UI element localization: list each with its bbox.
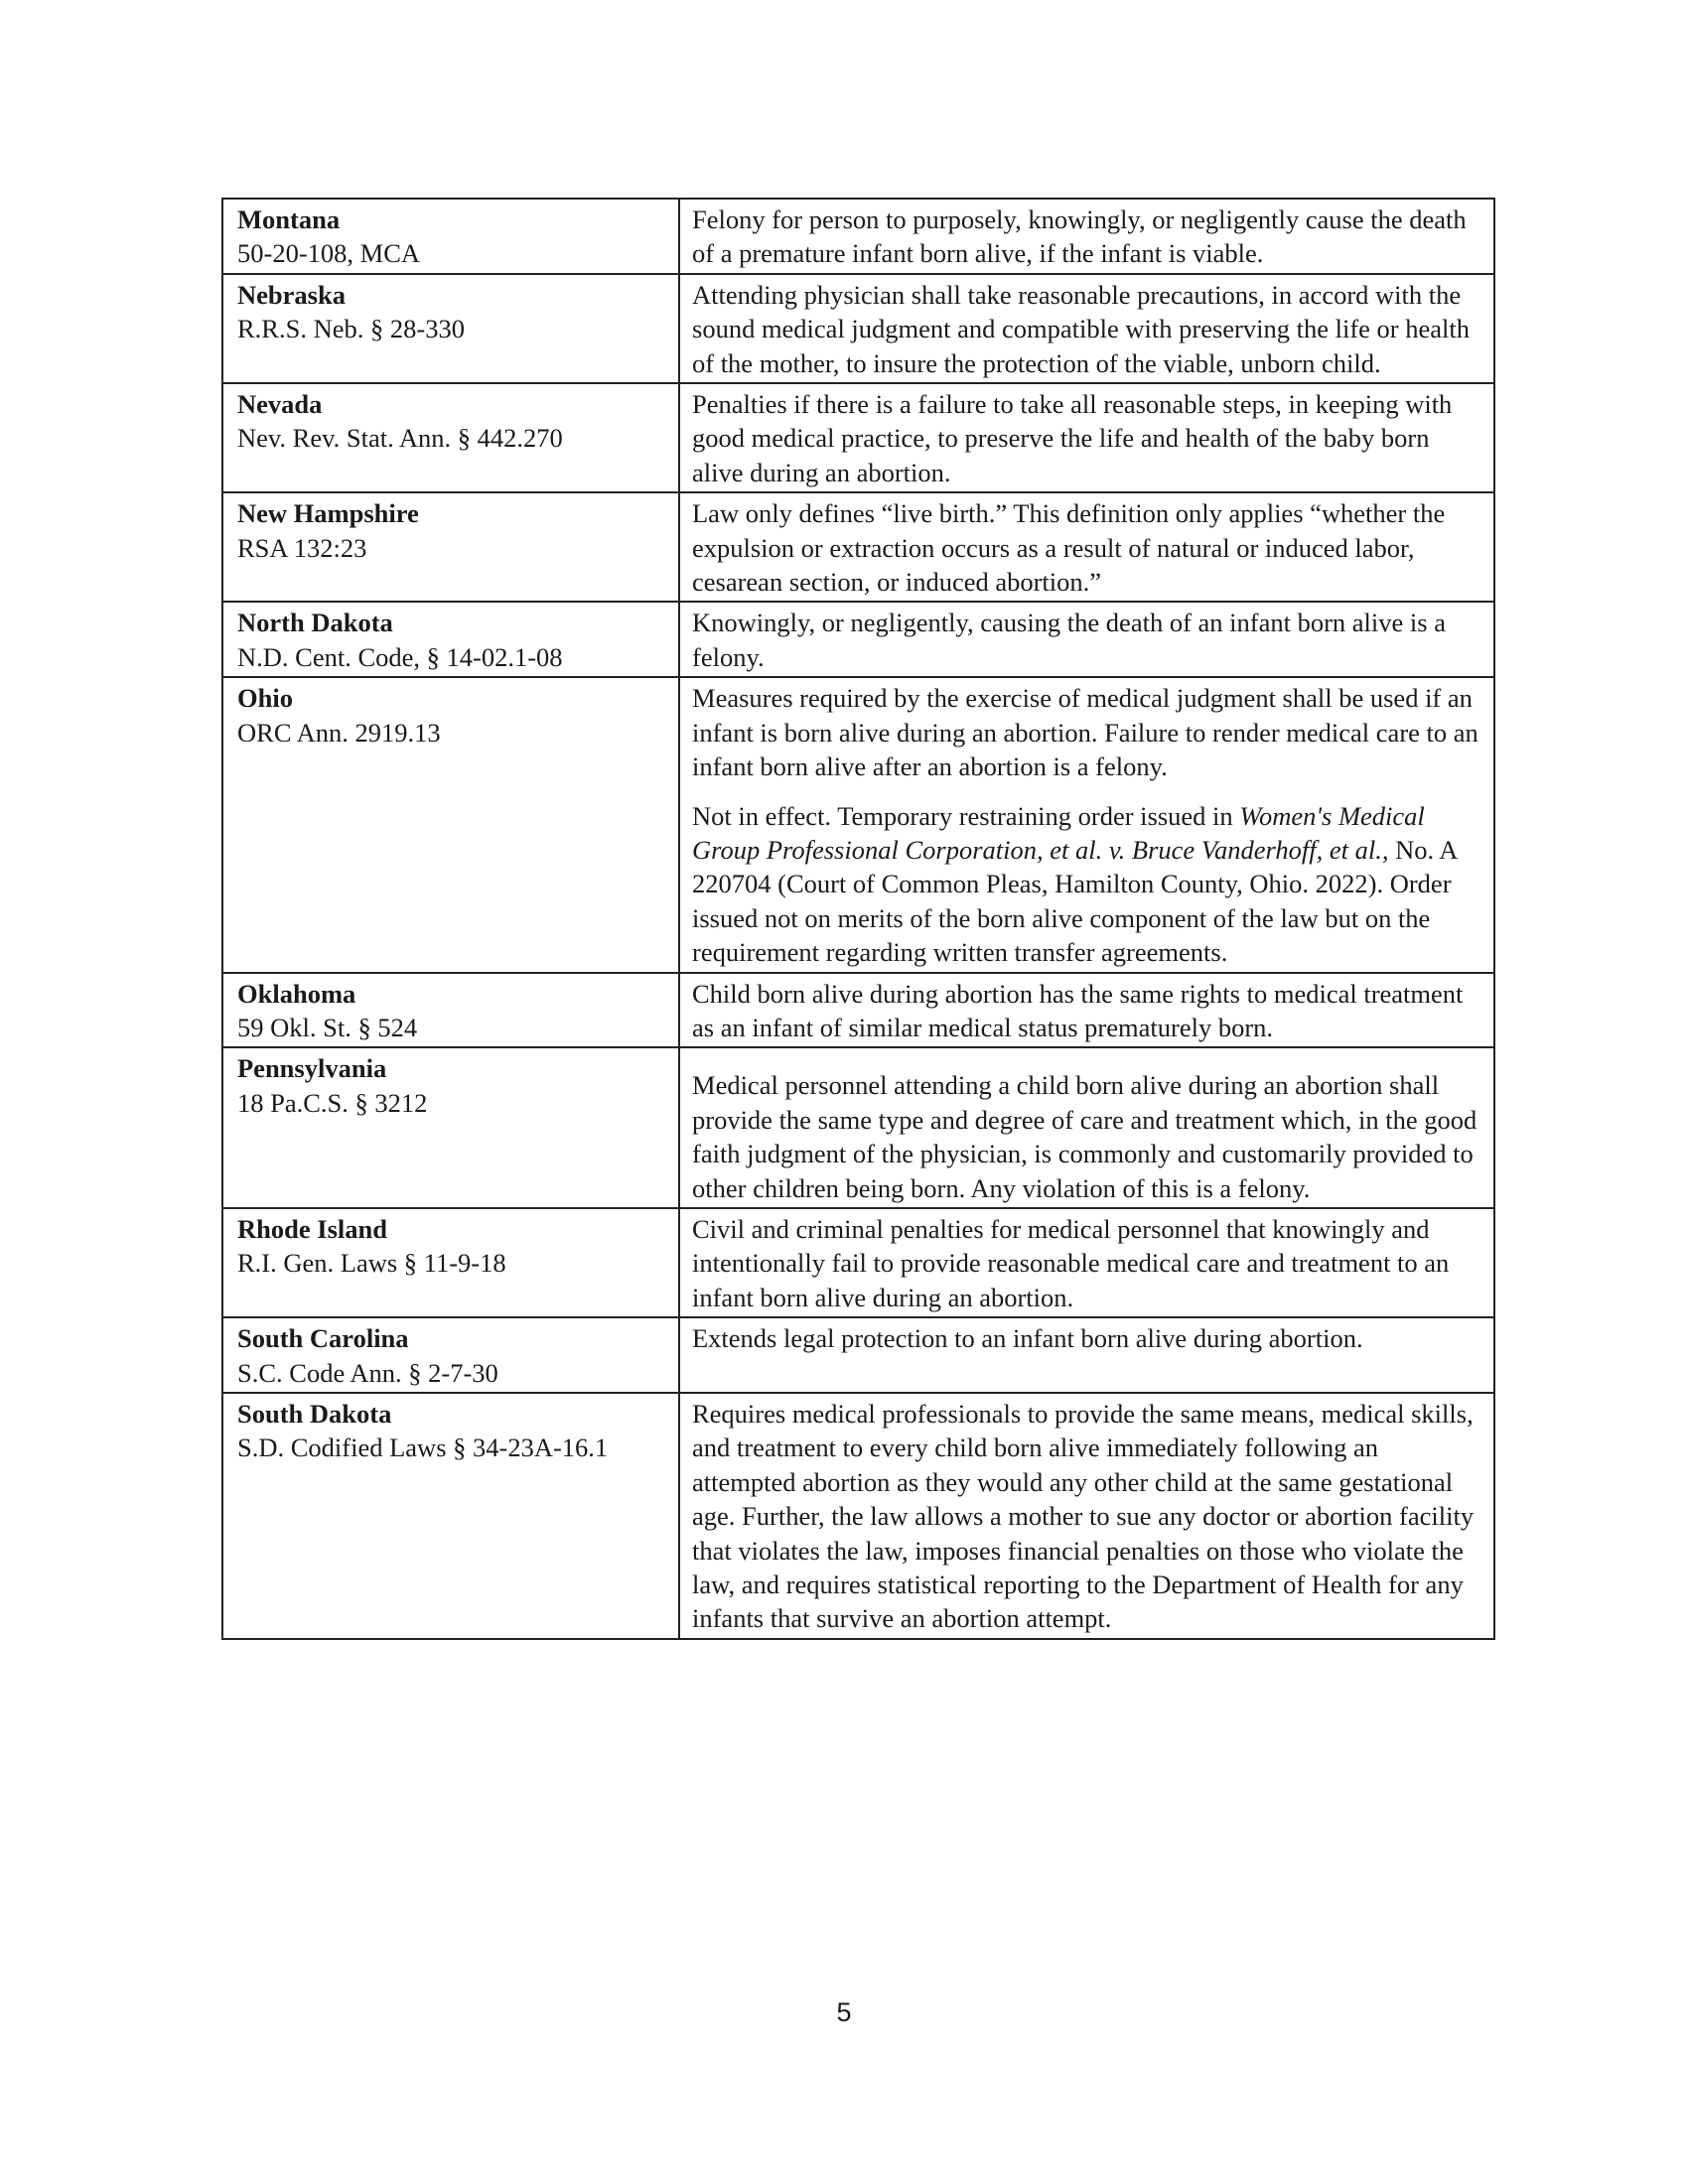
state-name: Oklahoma xyxy=(237,978,356,1009)
state-laws-table xyxy=(221,198,1495,1640)
state-name: Rhode Island xyxy=(237,1213,387,1244)
statute-citation: 18 Pa.C.S. § 3212 xyxy=(237,1087,428,1118)
state-name: South Carolina xyxy=(237,1323,409,1354)
description-cell xyxy=(679,492,1494,602)
statute-citation: ORC Ann. 2919.13 xyxy=(237,717,441,748)
description-cell xyxy=(679,1393,1494,1639)
state-cell xyxy=(222,602,679,677)
statute-citation: Nev. Rev. Stat. Ann. § 442.270 xyxy=(237,423,563,454)
statute-citation: R.I. Gen. Laws § 11-9-18 xyxy=(237,1248,506,1279)
statute-citation: RSA 132:23 xyxy=(237,532,367,563)
state-cell xyxy=(222,1317,679,1393)
state-name: Pennsylvania xyxy=(237,1053,387,1084)
state-name: Nebraska xyxy=(237,279,346,310)
state-name: Ohio xyxy=(237,683,293,714)
statute-citation: 59 Okl. St. § 524 xyxy=(237,1012,418,1042)
description-cell xyxy=(679,602,1494,677)
state-cell xyxy=(222,1208,679,1317)
injunction-note xyxy=(692,799,1481,970)
description-cell xyxy=(679,1317,1494,1393)
state-name: South Dakota xyxy=(237,1399,392,1429)
description-cell xyxy=(679,274,1494,383)
law-description: Medical personnel attending a child born alive during an abortion shall provide the same type and degree of care and treatment which, in the good faith judgment of the physician, is commonly and customarily provided to other children being born. Any violation of this is a felony. xyxy=(692,1070,1477,1203)
statute-citation: S.D. Codified Laws § 34-23A-16.1 xyxy=(237,1433,609,1463)
table-row xyxy=(222,1317,1494,1393)
state-cell xyxy=(222,1047,679,1208)
table-row xyxy=(222,199,1494,274)
table-row xyxy=(222,602,1494,677)
note-prefix: Not in effect. Temporary restraining order issued in xyxy=(692,800,1240,831)
state-name: Montana xyxy=(237,205,341,234)
law-description: Extends legal protection to an infant born alive during abortion. xyxy=(692,1323,1363,1354)
state-cell xyxy=(222,1393,679,1639)
law-description: Child born alive during abortion has the same rights to medical treatment as an infant of similar medical status prematurely born. xyxy=(692,978,1464,1042)
state-cell xyxy=(222,492,679,602)
state-name: North Dakota xyxy=(237,608,393,638)
law-description: Law only defines “live birth.” This definition only applies “whether the expulsion or extraction occurs as a result of natural or induced labor, cesarean section, or induced abortion.” xyxy=(692,498,1446,598)
table-row xyxy=(222,383,1494,492)
table-row xyxy=(222,677,1494,972)
state-cell xyxy=(222,973,679,1048)
case-name: Women's Medical Group Professional Corporation, et al. v. Bruce Vanderhoff, et al., xyxy=(692,800,1425,865)
statute-citation: S.C. Code Ann. § 2-7-30 xyxy=(237,1357,498,1388)
state-cell xyxy=(222,383,679,492)
law-description: Civil and criminal penalties for medical personnel that knowingly and intentionally fail to provide reasonable medical care and treatment to an infant born alive during an abortion. xyxy=(692,1213,1450,1312)
table-row xyxy=(222,1393,1494,1639)
state-cell xyxy=(222,199,679,274)
state-name: New Hampshire xyxy=(237,498,419,529)
table-row xyxy=(222,274,1494,383)
statute-citation: 50-20-108, MCA xyxy=(237,238,421,269)
statute-citation: N.D. Cent. Code, § 14-02.1-08 xyxy=(237,641,563,672)
table-row xyxy=(222,1047,1494,1208)
description-cell xyxy=(679,1208,1494,1317)
table-row xyxy=(222,492,1494,602)
state-cell xyxy=(222,677,679,972)
law-description: Attending physician shall take reasonable precautions, in accord with the sound medical judgment and compatible with preserving the life or health of the mother, to insure the protection of the viable, unborn child. xyxy=(692,279,1471,378)
law-description: Knowingly, or negligently, causing the death of an infant born alive is a felony. xyxy=(692,608,1446,672)
page-number: 5 xyxy=(836,1997,852,2027)
law-description: Measures required by the exercise of medical judgment shall be used if an infant is born alive during an abortion. Failure to render medical care to an infant born alive after an abortion is a felony. xyxy=(692,683,1478,782)
law-description: Requires medical professionals to provide the same means, medical skills, and treatment to every child born alive immediately following an attempted abortion as they would any other child at the same gestational age. Further, the law allows a mother to sue any doctor or abortion facility that violates the law, imposes financial penalties on those who violate the law, and requires statistical reporting to the Department of Health for any infants that survive an abortion attempt. xyxy=(692,1399,1475,1634)
table-row xyxy=(222,1208,1494,1317)
description-cell xyxy=(679,973,1494,1048)
table-row xyxy=(222,973,1494,1048)
note-suffix: No. A 220704 (Court of Common Pleas, Hamilton County, Ohio. 2022). Order issued not on merits of the born alive component of the law but on the requirement regarding written transfer agreements. xyxy=(692,834,1457,968)
state-cell xyxy=(222,274,679,383)
state-name: Nevada xyxy=(237,389,323,420)
law-description: Felony for person to purposely, knowingly, or negligently cause the death of a premature infant born alive, if the infant is viable. xyxy=(692,205,1467,269)
description-cell xyxy=(679,677,1494,972)
law-description: Penalties if there is a failure to take all reasonable steps, in keeping with good medical practice, to preserve the life and health of the baby born alive during an abortion. xyxy=(692,389,1453,487)
description-cell xyxy=(679,383,1494,492)
description-cell xyxy=(679,1047,1494,1208)
statute-citation: R.R.S. Neb. § 28-330 xyxy=(237,314,465,344)
description-cell xyxy=(679,199,1494,274)
